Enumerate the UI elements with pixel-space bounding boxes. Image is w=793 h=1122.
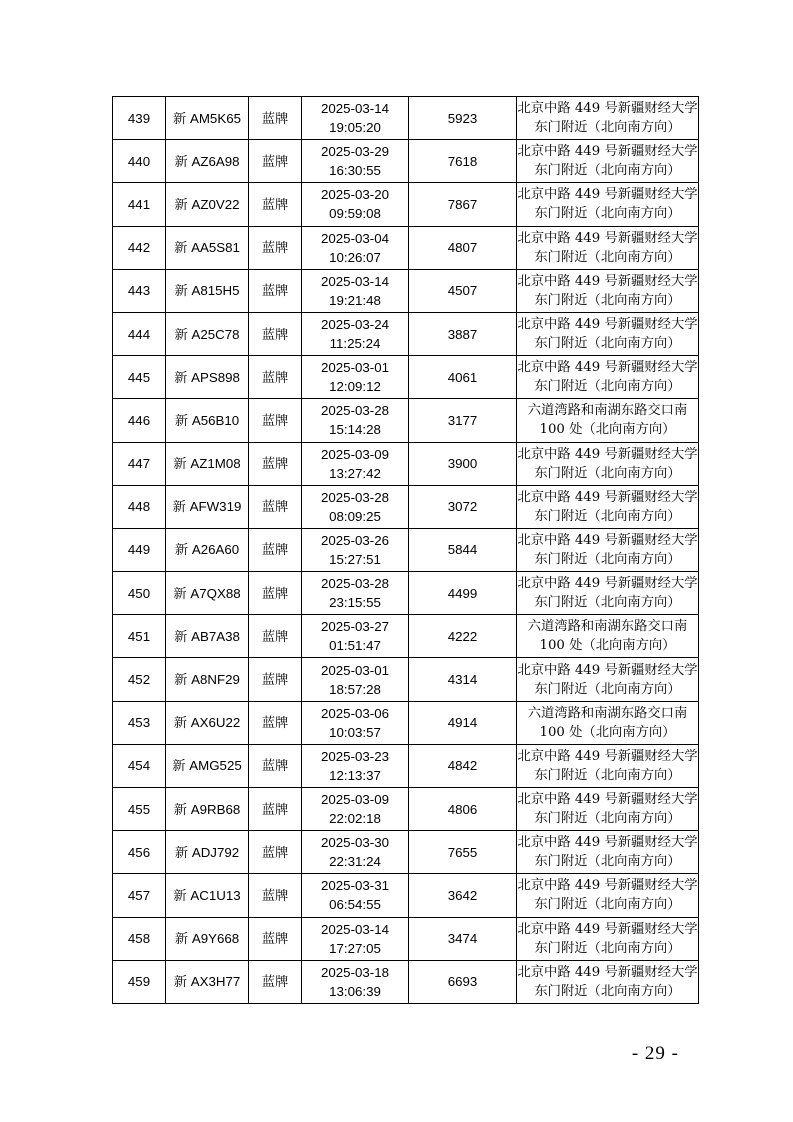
table-row xyxy=(113,788,699,831)
capture-clock: 19:05:20 xyxy=(329,120,381,136)
plate-color-cell: 蓝牌 xyxy=(249,356,302,399)
capture-date: 2025-03-14 xyxy=(320,101,390,117)
location-line-2: 东门附近（北向南方向） xyxy=(534,551,681,567)
plate-color-cell: 蓝牌 xyxy=(249,442,302,485)
capture-date: 2025-03-14 xyxy=(320,273,390,289)
capture-date: 2025-03-01 xyxy=(320,662,390,678)
record-value-cell: 3474 xyxy=(409,917,517,960)
plate-number-cell: 新 APS898 xyxy=(166,356,249,399)
table-row xyxy=(113,701,699,744)
table-row xyxy=(113,442,699,485)
capture-clock: 10:26:07 xyxy=(329,249,381,265)
location-cell xyxy=(517,97,699,140)
location-line-1: 北京中路 449 号新疆财经大学 xyxy=(517,187,698,203)
location-line-1: 北京中路 449 号新疆财经大学 xyxy=(517,792,698,808)
location-line-2: 东门附近（北向南方向） xyxy=(534,465,681,481)
capture-date: 2025-03-06 xyxy=(320,705,390,721)
plate-color-cell: 蓝牌 xyxy=(249,788,302,831)
plate-color-cell: 蓝牌 xyxy=(249,701,302,744)
location-line-2: 100 处（北向南方向） xyxy=(539,724,676,740)
location-line-1: 北京中路 449 号新疆财经大学 xyxy=(517,964,698,980)
location-line-2: 东门附近（北向南方向） xyxy=(534,120,681,136)
plate-number-cell: 新 AZ6A98 xyxy=(166,140,249,183)
record-number-cell: 443 xyxy=(113,269,166,312)
capture-time-cell xyxy=(302,140,409,183)
table-row xyxy=(113,140,699,183)
record-value-cell: 4914 xyxy=(409,701,517,744)
capture-date: 2025-03-09 xyxy=(320,446,390,462)
record-number-cell: 455 xyxy=(113,788,166,831)
record-value-cell: 7618 xyxy=(409,140,517,183)
record-number-cell: 441 xyxy=(113,183,166,226)
record-value-cell: 3177 xyxy=(409,399,517,442)
record-value-cell: 5923 xyxy=(409,97,517,140)
table-row xyxy=(113,960,699,1003)
record-number-cell: 452 xyxy=(113,658,166,701)
location-line-2: 东门附近（北向南方向） xyxy=(534,767,681,783)
plate-color-cell: 蓝牌 xyxy=(249,572,302,615)
capture-clock: 12:09:12 xyxy=(329,379,381,395)
capture-clock: 22:31:24 xyxy=(329,854,381,870)
location-line-2: 东门附近（北向南方向） xyxy=(534,336,681,352)
plate-color-cell: 蓝牌 xyxy=(249,183,302,226)
location-cell xyxy=(517,658,699,701)
plate-color-cell: 蓝牌 xyxy=(249,226,302,269)
capture-clock: 19:21:48 xyxy=(329,292,381,308)
record-value-cell: 3072 xyxy=(409,485,517,528)
location-line-1: 北京中路 449 号新疆财经大学 xyxy=(517,576,698,592)
plate-number-cell: 新 A25C78 xyxy=(166,312,249,355)
location-line-1: 北京中路 449 号新疆财经大学 xyxy=(517,144,698,160)
plate-color-cell: 蓝牌 xyxy=(249,528,302,571)
location-cell xyxy=(517,744,699,787)
capture-clock: 13:06:39 xyxy=(329,983,381,999)
capture-clock: 17:27:05 xyxy=(329,940,381,956)
plate-number-cell: 新 AC1U13 xyxy=(166,874,249,917)
table-row xyxy=(113,615,699,658)
capture-time-cell xyxy=(302,399,409,442)
record-number-cell: 447 xyxy=(113,442,166,485)
capture-clock: 15:27:51 xyxy=(329,551,381,567)
plate-number-cell: 新 A56B10 xyxy=(166,399,249,442)
record-value-cell: 4222 xyxy=(409,615,517,658)
location-cell xyxy=(517,485,699,528)
plate-color-cell: 蓝牌 xyxy=(249,744,302,787)
record-number-cell: 448 xyxy=(113,485,166,528)
location-line-2: 100 处（北向南方向） xyxy=(539,638,676,654)
location-line-1: 北京中路 449 号新疆财经大学 xyxy=(517,360,698,376)
record-number-cell: 450 xyxy=(113,572,166,615)
record-number-cell: 456 xyxy=(113,831,166,874)
plate-number-cell: 新 AB7A38 xyxy=(166,615,249,658)
plate-number-cell: 新 AZ1M08 xyxy=(166,442,249,485)
capture-date: 2025-03-20 xyxy=(320,187,390,203)
plate-color-cell: 蓝牌 xyxy=(249,960,302,1003)
record-number-cell: 444 xyxy=(113,312,166,355)
capture-date: 2025-03-27 xyxy=(320,619,390,635)
location-line-1: 北京中路 449 号新疆财经大学 xyxy=(517,489,698,505)
capture-time-cell xyxy=(302,269,409,312)
location-line-2: 东门附近（北向南方向） xyxy=(534,940,681,956)
capture-clock: 13:27:42 xyxy=(329,465,381,481)
location-line-2: 东门附近（北向南方向） xyxy=(534,595,681,611)
location-line-1: 北京中路 449 号新疆财经大学 xyxy=(517,748,698,764)
capture-clock: 18:57:28 xyxy=(329,681,381,697)
capture-clock: 22:02:18 xyxy=(329,811,381,827)
location-line-1: 六道湾路和南湖东路交口南 xyxy=(527,403,688,419)
location-line-1: 北京中路 449 号新疆财经大学 xyxy=(517,878,698,894)
capture-time-cell xyxy=(302,960,409,1003)
capture-time-cell xyxy=(302,312,409,355)
location-line-1: 北京中路 449 号新疆财经大学 xyxy=(517,662,698,678)
capture-date: 2025-03-23 xyxy=(320,748,390,764)
plate-number-cell: 新 AZ0V22 xyxy=(166,183,249,226)
location-line-2: 东门附近（北向南方向） xyxy=(534,508,681,524)
capture-time-cell xyxy=(302,442,409,485)
capture-time-cell xyxy=(302,572,409,615)
location-line-1: 北京中路 449 号新疆财经大学 xyxy=(517,446,698,462)
record-value-cell: 3900 xyxy=(409,442,517,485)
capture-time-cell xyxy=(302,528,409,571)
location-cell xyxy=(517,226,699,269)
location-line-2: 东门附近（北向南方向） xyxy=(534,163,681,179)
plate-number-cell: 新 AMG525 xyxy=(166,744,249,787)
capture-date: 2025-03-18 xyxy=(320,964,390,980)
capture-clock: 11:25:24 xyxy=(329,336,381,352)
capture-time-cell xyxy=(302,658,409,701)
location-line-1: 北京中路 449 号新疆财经大学 xyxy=(517,921,698,937)
capture-time-cell xyxy=(302,701,409,744)
record-number-cell: 451 xyxy=(113,615,166,658)
capture-clock: 06:54:55 xyxy=(329,897,381,913)
plate-number-cell: 新 AX3H77 xyxy=(166,960,249,1003)
plate-color-cell: 蓝牌 xyxy=(249,312,302,355)
location-cell xyxy=(517,528,699,571)
plate-number-cell: 新 A9RB68 xyxy=(166,788,249,831)
location-line-2: 东门附近（北向南方向） xyxy=(534,854,681,870)
plate-color-cell: 蓝牌 xyxy=(249,97,302,140)
capture-time-cell xyxy=(302,485,409,528)
table-row xyxy=(113,572,699,615)
record-number-cell: 442 xyxy=(113,226,166,269)
capture-clock: 12:13:37 xyxy=(329,767,381,783)
capture-date: 2025-03-31 xyxy=(320,878,390,894)
location-cell xyxy=(517,831,699,874)
location-line-1: 北京中路 449 号新疆财经大学 xyxy=(517,835,698,851)
location-line-1: 北京中路 449 号新疆财经大学 xyxy=(517,230,698,246)
capture-time-cell xyxy=(302,183,409,226)
location-line-2: 东门附近（北向南方向） xyxy=(534,983,681,999)
location-line-2: 东门附近（北向南方向） xyxy=(534,249,681,265)
location-cell xyxy=(517,615,699,658)
capture-time-cell xyxy=(302,356,409,399)
record-number-cell: 440 xyxy=(113,140,166,183)
record-number-cell: 454 xyxy=(113,744,166,787)
location-line-1: 六道湾路和南湖东路交口南 xyxy=(527,619,688,635)
table-row xyxy=(113,356,699,399)
capture-time-cell xyxy=(302,615,409,658)
plate-number-cell: 新 A8NF29 xyxy=(166,658,249,701)
plate-number-cell: 新 AM5K65 xyxy=(166,97,249,140)
table-row xyxy=(113,744,699,787)
record-number-cell: 449 xyxy=(113,528,166,571)
location-line-2: 东门附近（北向南方向） xyxy=(534,206,681,222)
location-cell xyxy=(517,874,699,917)
record-value-cell: 4807 xyxy=(409,226,517,269)
capture-time-cell xyxy=(302,874,409,917)
record-value-cell: 7867 xyxy=(409,183,517,226)
record-value-cell: 4314 xyxy=(409,658,517,701)
plate-number-cell: 新 ADJ792 xyxy=(166,831,249,874)
location-line-1: 北京中路 449 号新疆财经大学 xyxy=(517,532,698,548)
capture-time-cell xyxy=(302,917,409,960)
table-row xyxy=(113,528,699,571)
plate-number-cell: 新 A9Y668 xyxy=(166,917,249,960)
location-cell xyxy=(517,140,699,183)
capture-date: 2025-03-04 xyxy=(320,230,390,246)
record-number-cell: 457 xyxy=(113,874,166,917)
capture-time-cell xyxy=(302,226,409,269)
plate-number-cell: 新 A26A60 xyxy=(166,528,249,571)
table-row xyxy=(113,917,699,960)
table-row xyxy=(113,485,699,528)
record-value-cell: 4507 xyxy=(409,269,517,312)
record-value-cell: 4499 xyxy=(409,572,517,615)
location-cell xyxy=(517,701,699,744)
table-row xyxy=(113,399,699,442)
location-line-2: 东门附近（北向南方向） xyxy=(534,811,681,827)
records-table-body xyxy=(113,97,699,1004)
capture-clock: 15:14:28 xyxy=(329,422,381,438)
capture-time-cell xyxy=(302,97,409,140)
capture-clock: 08:09:25 xyxy=(329,508,381,524)
location-line-2: 东门附近（北向南方向） xyxy=(534,292,681,308)
location-line-1: 北京中路 449 号新疆财经大学 xyxy=(517,273,698,289)
plate-color-cell: 蓝牌 xyxy=(249,874,302,917)
plate-number-cell: 新 A815H5 xyxy=(166,269,249,312)
record-value-cell: 5844 xyxy=(409,528,517,571)
record-value-cell: 7655 xyxy=(409,831,517,874)
location-line-2: 100 处（北向南方向） xyxy=(539,422,676,438)
location-line-2: 东门附近（北向南方向） xyxy=(534,897,681,913)
plate-color-cell: 蓝牌 xyxy=(249,485,302,528)
capture-clock: 16:30:55 xyxy=(329,163,381,179)
capture-date: 2025-03-30 xyxy=(320,835,390,851)
table-row xyxy=(113,658,699,701)
capture-date: 2025-03-01 xyxy=(320,360,390,376)
capture-date: 2025-03-24 xyxy=(320,317,390,333)
record-number-cell: 459 xyxy=(113,960,166,1003)
location-line-2: 东门附近（北向南方向） xyxy=(534,681,681,697)
location-line-1: 六道湾路和南湖东路交口南 xyxy=(527,705,688,721)
capture-date: 2025-03-09 xyxy=(320,792,390,808)
plate-color-cell: 蓝牌 xyxy=(249,140,302,183)
record-number-cell: 453 xyxy=(113,701,166,744)
table-row xyxy=(113,226,699,269)
location-cell xyxy=(517,960,699,1003)
plate-number-cell: 新 AFW319 xyxy=(166,485,249,528)
violation-records-table xyxy=(112,96,699,1004)
record-value-cell: 4061 xyxy=(409,356,517,399)
plate-number-cell: 新 AX6U22 xyxy=(166,701,249,744)
record-value-cell: 4806 xyxy=(409,788,517,831)
page-number: - 29 - xyxy=(631,1043,679,1064)
location-cell xyxy=(517,399,699,442)
table-row xyxy=(113,312,699,355)
table-row xyxy=(113,874,699,917)
table-row xyxy=(113,183,699,226)
capture-clock: 10:03:57 xyxy=(329,724,381,740)
location-cell xyxy=(517,183,699,226)
plate-color-cell: 蓝牌 xyxy=(249,917,302,960)
capture-clock: 23:15:55 xyxy=(329,595,381,611)
location-cell xyxy=(517,917,699,960)
capture-time-cell xyxy=(302,788,409,831)
record-value-cell: 3642 xyxy=(409,874,517,917)
capture-date: 2025-03-28 xyxy=(320,403,390,419)
plate-color-cell: 蓝牌 xyxy=(249,615,302,658)
plate-color-cell: 蓝牌 xyxy=(249,831,302,874)
location-line-1: 北京中路 449 号新疆财经大学 xyxy=(517,101,698,117)
table-row xyxy=(113,97,699,140)
plate-color-cell: 蓝牌 xyxy=(249,658,302,701)
record-value-cell: 4842 xyxy=(409,744,517,787)
record-value-cell: 3887 xyxy=(409,312,517,355)
table-row xyxy=(113,269,699,312)
location-cell xyxy=(517,356,699,399)
location-cell xyxy=(517,269,699,312)
location-cell xyxy=(517,312,699,355)
table-row xyxy=(113,831,699,874)
plate-number-cell: 新 A7QX88 xyxy=(166,572,249,615)
capture-date: 2025-03-29 xyxy=(320,144,390,160)
location-cell xyxy=(517,572,699,615)
capture-time-cell xyxy=(302,831,409,874)
location-cell xyxy=(517,788,699,831)
record-number-cell: 439 xyxy=(113,97,166,140)
capture-date: 2025-03-14 xyxy=(320,921,390,937)
record-value-cell: 6693 xyxy=(409,960,517,1003)
capture-time-cell xyxy=(302,744,409,787)
plate-color-cell: 蓝牌 xyxy=(249,269,302,312)
record-number-cell: 446 xyxy=(113,399,166,442)
plate-number-cell: 新 AA5S81 xyxy=(166,226,249,269)
capture-clock: 09:59:08 xyxy=(329,206,381,222)
location-line-1: 北京中路 449 号新疆财经大学 xyxy=(517,317,698,333)
record-number-cell: 458 xyxy=(113,917,166,960)
plate-color-cell: 蓝牌 xyxy=(249,399,302,442)
location-line-2: 东门附近（北向南方向） xyxy=(534,379,681,395)
capture-date: 2025-03-28 xyxy=(320,489,390,505)
capture-clock: 01:51:47 xyxy=(329,638,381,654)
record-number-cell: 445 xyxy=(113,356,166,399)
capture-date: 2025-03-26 xyxy=(320,532,390,548)
location-cell xyxy=(517,442,699,485)
capture-date: 2025-03-28 xyxy=(320,576,390,592)
